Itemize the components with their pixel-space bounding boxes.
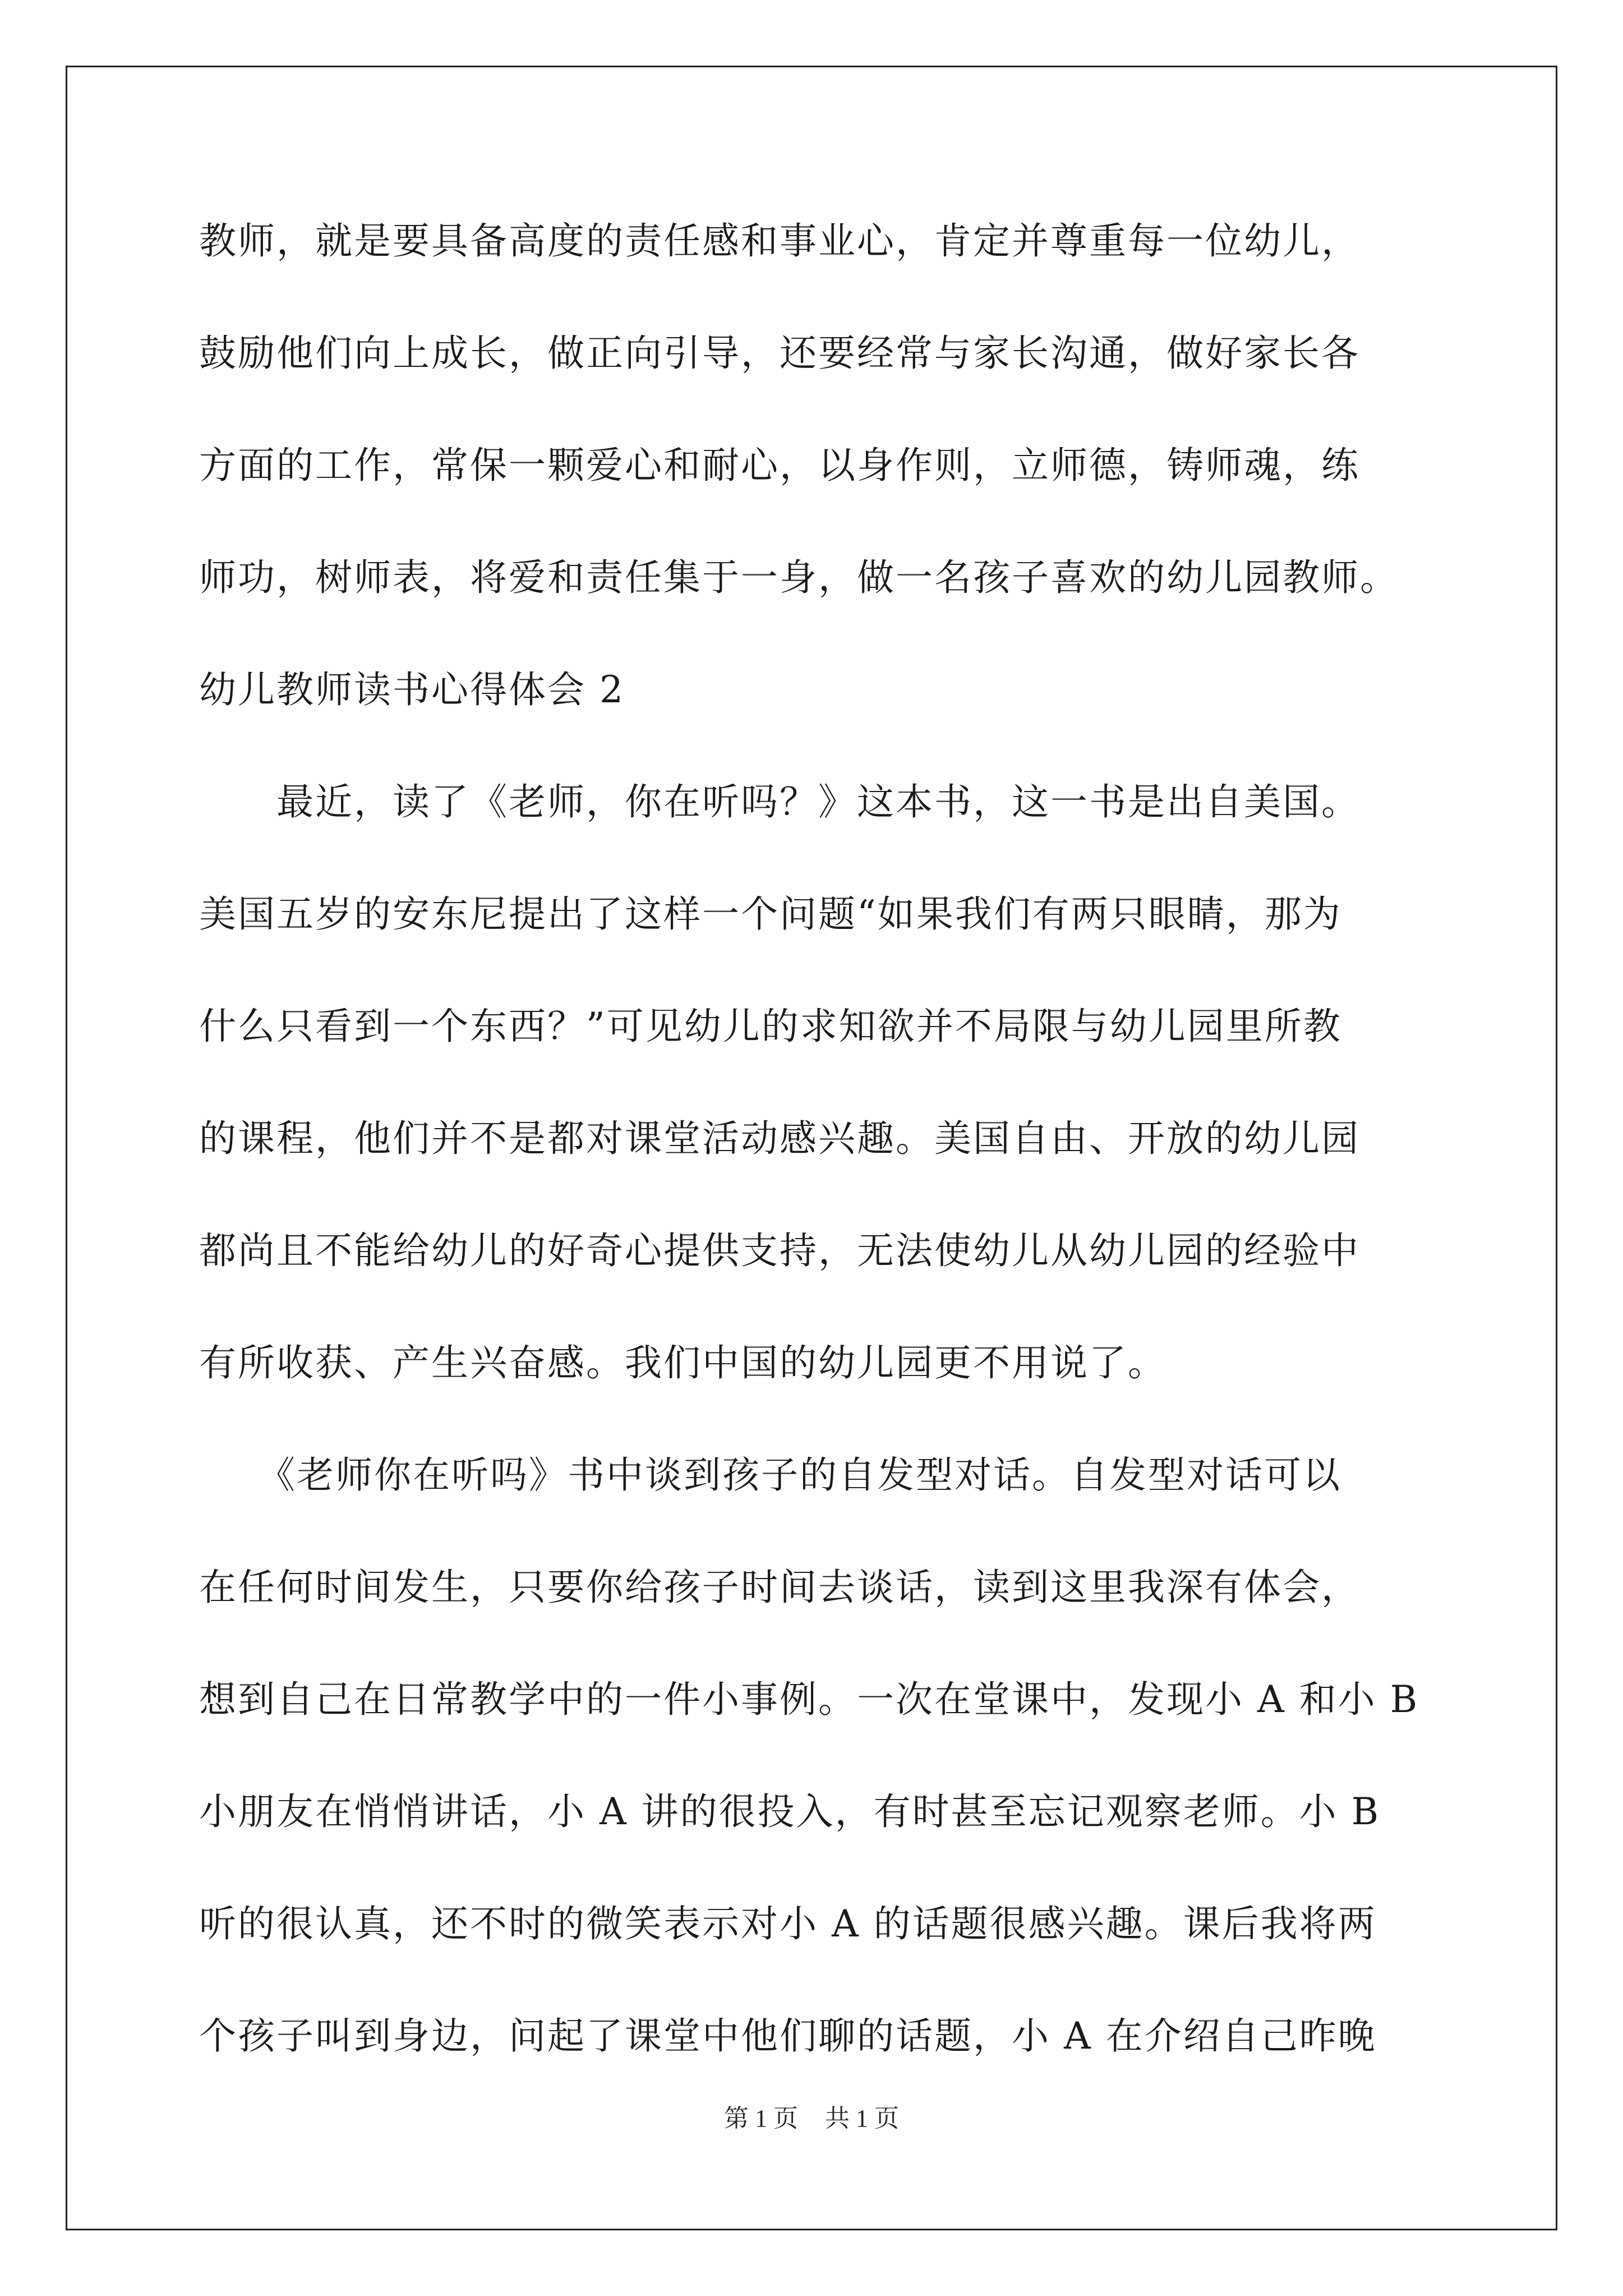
text-line: 在任何时间发生，只要你给孩子时间去谈话，读到这里我深有体会， — [199, 1566, 1360, 1609]
page-total: 共 1 页 — [825, 2105, 899, 2132]
text-line: 有所收获、产生兴奋感。我们中国的幼儿园更不用说了。 — [199, 1341, 1166, 1384]
text-line: 的课程，他们并不是都对课堂活动感兴趣。美国自由、开放的幼儿园 — [199, 1117, 1360, 1160]
document-body — [199, 185, 1427, 2092]
text-line: 小朋友在悄悄讲话，小 A 讲的很投入，有时甚至忘记观察老师。小 B — [199, 1790, 1381, 1833]
text-line: 听的很认真，还不时的微笑表示对小 A 的话题很感兴趣。课后我将两 — [199, 1902, 1377, 1945]
text-line: 什么只看到一个东西？”可见幼儿的求知欲并不局限与幼儿园里所教 — [199, 1005, 1342, 1048]
section-heading: 幼儿教师读书心得体会 2 — [199, 668, 625, 711]
page-footer — [0, 2098, 1623, 2134]
text-line: 想到自己在日常教学中的一件小事例。一次在堂课中，发现小 A 和小 B — [199, 1678, 1419, 1721]
text-line: 个孩子叫到身边，问起了课堂中他们聊的话题，小 A 在介绍自己昨晚 — [199, 2014, 1377, 2058]
text-line: 最近，读了《老师，你在听吗？》这本书，这一书是出自美国。 — [199, 780, 1360, 823]
text-line: 方面的工作，常保一颗爱心和耐心，以身作则，立师德，铸师魂，练 — [199, 444, 1360, 487]
text-line: 美国五岁的安东尼提出了这样一个问题“如果我们有两只眼睛，那为 — [199, 892, 1342, 936]
text-line: 都尚且不能给幼儿的好奇心提供支持，无法使幼儿从幼儿园的经验中 — [199, 1229, 1360, 1272]
text-line: 鼓励他们向上成长，做正向引导，还要经常与家长沟通，做好家长各 — [199, 332, 1360, 375]
page-number: 第 1 页 — [724, 2105, 798, 2132]
text-line: 师功，树师表，将爱和责任集于一身，做一名孩子喜欢的幼儿园教师。 — [199, 556, 1399, 599]
text-line: 教师，就是要具备高度的责任感和事业心，肯定并尊重每一位幼儿， — [199, 219, 1360, 263]
text-line: 《老师你在听吗》书中谈到孩子的自发型对话。自发型对话可以 — [199, 1453, 1341, 1497]
